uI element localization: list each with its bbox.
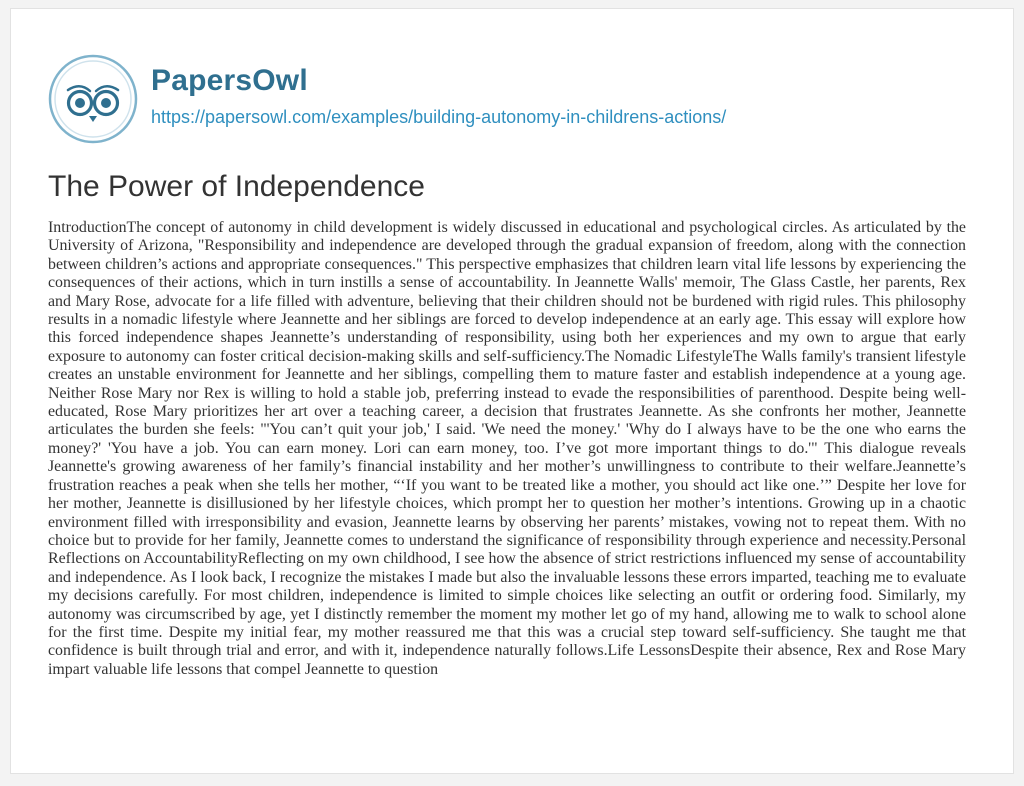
article-url-link[interactable]: https://papersowl.com/examples/building-autonomy-in-childrens-actions/ [151, 107, 727, 127]
article-body: IntroductionThe concept of autonomy in child development is widely discussed in educational and psychological circles. As articulated by the University of Arizona, "Responsibility and independence are developed through the gradual expansion of freedom, along with the connection between children’s actions and appropriate consequences." This perspective emphasizes that children learn vital life lessons by experiencing the consequences of their actions, which in turn instills a sense of accountability. In Jeannette Walls' memoir, The Glass Castle, her parents, Rex and Mary Rose, advocate for a life filled with adventure, believing that their children should not be burdened with rigid rules. This philosophy results in a nomadic lifestyle where Jeannette and her siblings are forced to develop independence at an early age. This essay will explore how this forced independence shapes Jeannette’s understanding of responsibility, using both her experiences and my own to argue that early exposure to autonomy can foster critical decision-making skills and self-sufficiency.The Nomadic LifestyleThe Walls family's transient lifestyle creates an unstable environment for Jeannette and her siblings, compelling them to mature faster and establish independence at a young age. Neither Rose Mary nor Rex is willing to hold a stable job, preferring instead to evade the responsibilities of parenthood. Despite being well-educated, Rose Mary prioritizes her art over a teaching career, a decision that frustrates Jeannette. As she confronts her mother, Jeannette articulates the burden she feels: "'You can’t quit your job,' I said. 'We need the money.' 'Why do I always have to be the one who earns the money?' 'You have a job. You can earn money. Lori can earn money, too. I’ve got more important things to do.'" This dialogue reveals Jeannette's growing awareness of her family’s financial instability and her mother’s unwillingness to contribute to their welfare.Jeannette’s frustration reaches a peak when she tells her mother, “‘If you want to be treated like a mother, you should act like one.’” Despite her love for her mother, Jeannette is disillusioned by her lifestyle choices, which prompt her to question her mother’s intentions. Growing up in a chaotic environment filled with irresponsibility and evasion, Jeannette learns by observing her parents’ mistakes, vowing not to repeat them. With no choice but to provide for her family, Jeannette comes to understand the significance of responsibility through experience and necessity.Personal Reflections on AccountabilityReflecting on my own childhood, I see how the absence of strict restrictions influenced my sense of accountability and independence. As I look back, I recognize the mistakes I made but also the invaluable lessons these errors imparted, teaching me to evaluate my decisions carefully. For most children, independence is limited to simple choices like selecting an outfit or ordering food. Similarly, my autonomy was circumscribed by age, yet I distinctly remember the moment my mother let go of my hand, allowing me to walk to school alone for the first time. Despite my initial fear, my mother reassured me that this was a crucial step toward self-sufficiency. She taught me that confidence is built through trial and error, and with it, independence naturally follows.Life LessonsDespite their absence, Rex and Rose Mary impart valuable life lessons that compel Jeannette to question [48, 219, 966, 678]
owl-eyes-icon [48, 54, 138, 144]
brand-name: PapersOwl [151, 64, 308, 97]
brand-header [48, 54, 768, 144]
article-title: The Power of Independence [48, 170, 425, 203]
